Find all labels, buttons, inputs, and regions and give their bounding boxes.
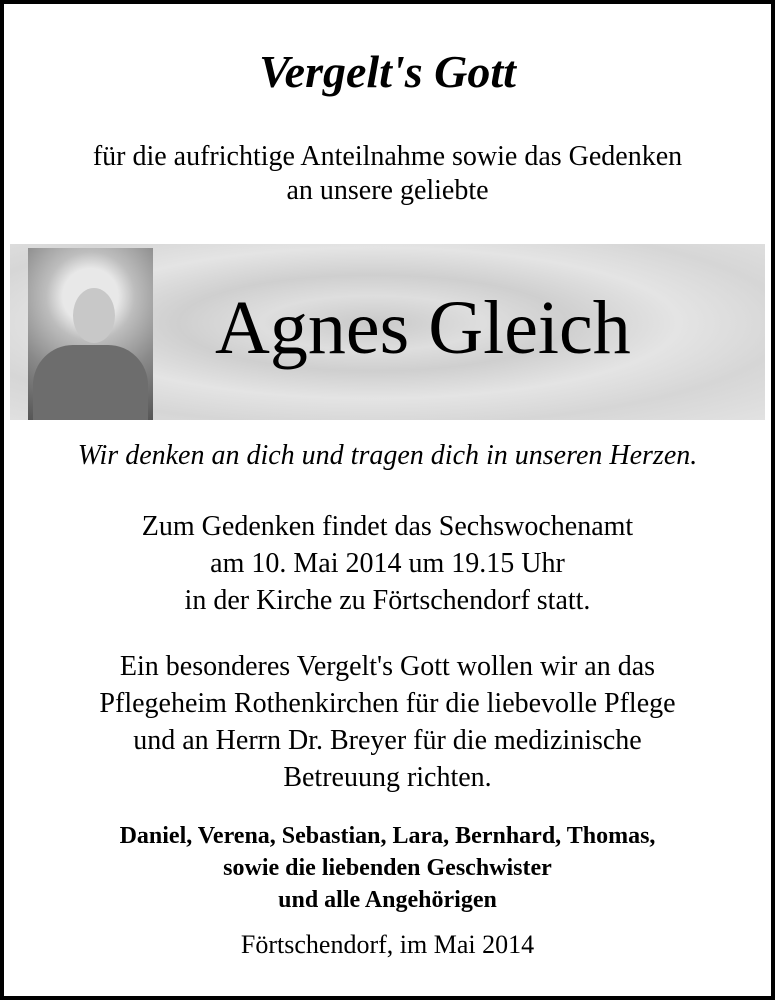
quote: Wir denken an dich und tragen dich in unseren Herzen.: [77, 440, 698, 471]
service-info: [0, 508, 775, 619]
thanks-line: und an Herrn Dr. Breyer für die medizinische: [133, 725, 642, 756]
deceased-name: Agnes Gleich: [215, 286, 631, 370]
place-date: Förtschendorf, im Mai 2014: [240, 930, 535, 959]
thanks-line: Betreuung richten.: [283, 762, 492, 793]
signatory-line: und alle Angehörigen: [278, 887, 497, 913]
intro-line: für die aufrichtige Anteilnahme sowie das Gedenken: [92, 141, 683, 172]
service-line: am 10. Mai 2014 um 19.15 Uhr: [210, 548, 565, 579]
thanks-line: Ein besonderes Vergelt's Gott wollen wir an das: [119, 651, 656, 682]
intro-text: [0, 140, 775, 208]
thanks-line: Pflegeheim Rothenkirchen für die liebevolle Pflege: [99, 688, 676, 719]
signatory-line: sowie die liebenden Geschwister: [223, 855, 552, 881]
thanks-paragraph: [0, 648, 775, 796]
signatories: [0, 820, 775, 916]
signatory-line: Daniel, Verena, Sebastian, Lara, Bernhard, Thomas,: [119, 823, 656, 849]
portrait-photo: [28, 248, 153, 420]
service-line: Zum Gedenken findet das Sechswochenamt: [141, 511, 634, 542]
service-line: in der Kirche zu Förtschendorf statt.: [184, 585, 591, 616]
intro-line: an unsere geliebte: [286, 175, 489, 206]
heading: Vergelt's Gott: [259, 46, 516, 97]
